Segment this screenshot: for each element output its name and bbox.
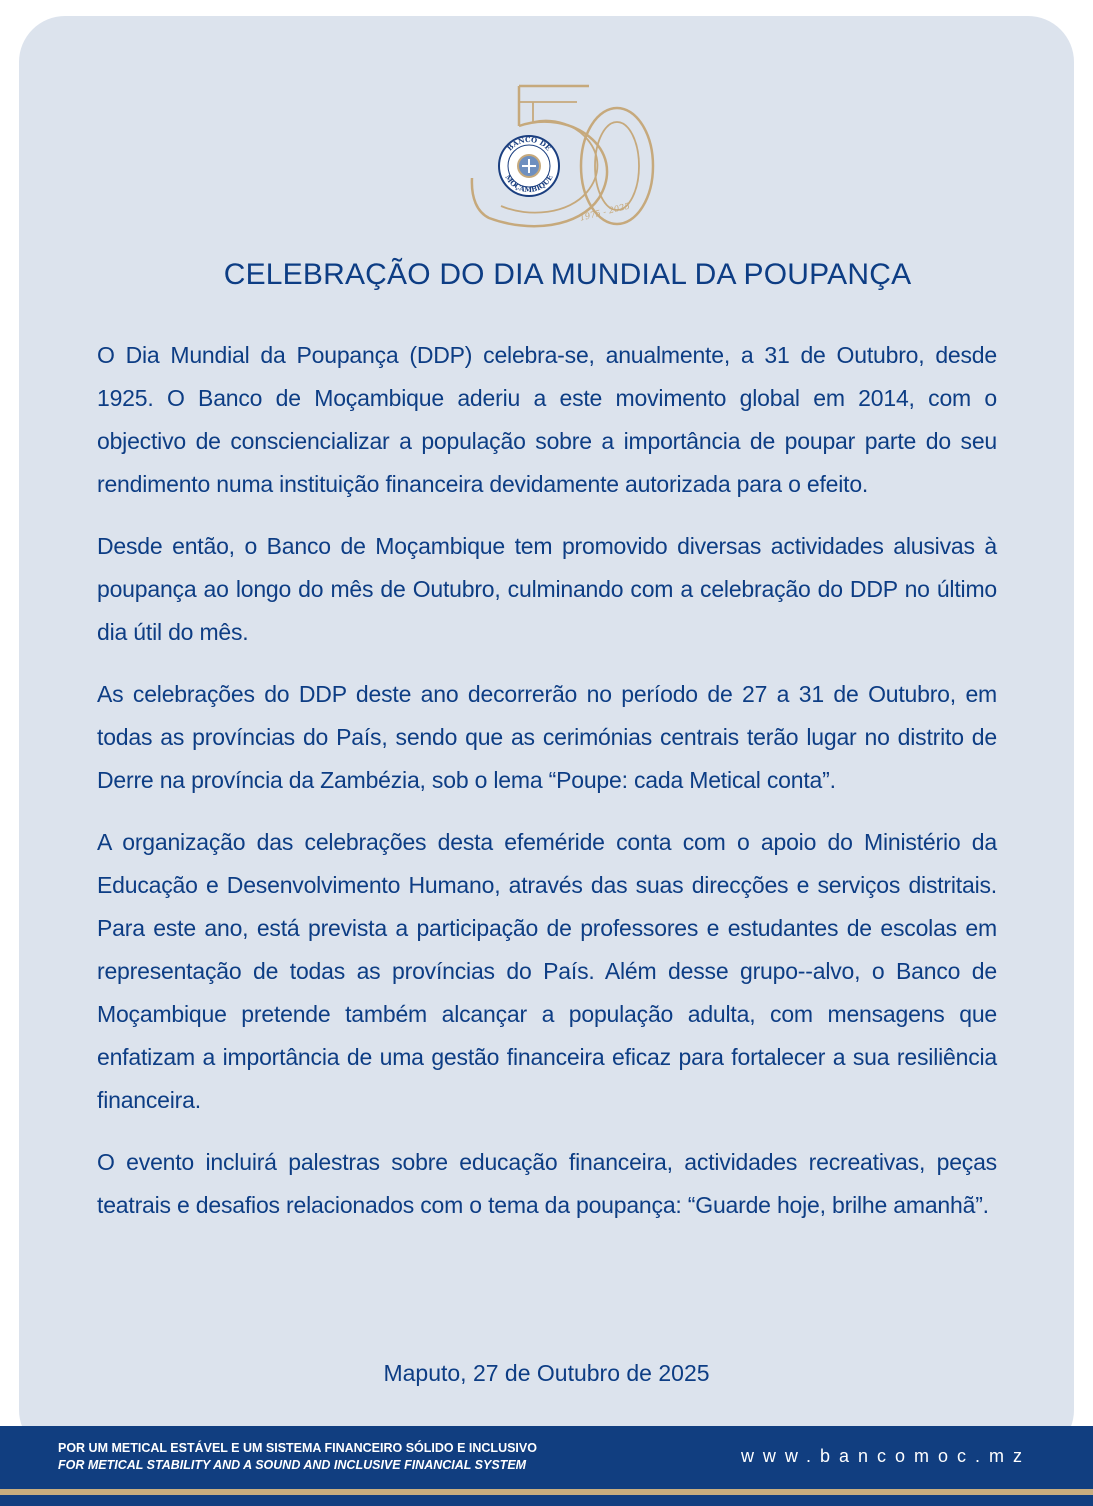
footer-motto (58, 1440, 537, 1474)
footer-gold-stripe (0, 1489, 1093, 1495)
paragraph-1: O Dia Mundial da Poupança (DDP) celebra-se, anualmente, a 31 de Outubro, desde 1925. O Banco de Moçambique aderiu a este movimento global em 2014, com o objectivo de consciencializar a população sobre a importância de poupar parte do seu rendimento numa instituição financeira devidamente autorizada para o efeito. (97, 342, 997, 497)
paragraph-4: A organização das celebrações desta efeméride conta com o apoio do Ministério da Educação e Desenvolvimento Humano, através das suas direcções e serviços distritais. Para este ano, está prevista a participação de professores e estudantes de escolas em representação de todas as províncias do País. Além desse grupo--alvo, o Banco de Moçambique pretende também alcançar a população adulta, com mensagens que enfatizam a importância de uma gestão financeira eficaz para fortalecer a sua resiliência financeira. (97, 829, 997, 1113)
logo-years-text: 1975 - 2025 (578, 201, 632, 224)
banco-de-mocambique-50-years-logo-icon (459, 78, 669, 238)
body-text (97, 334, 997, 1246)
signature-date: Maputo, 27 de Outubro de 2025 (383, 1360, 710, 1386)
motto-english: FOR METICAL STABILITY AND A SOUND AND INCLUSIVE FINANCIAL SYSTEM (58, 1458, 527, 1472)
seal-top-text: BANCO DE (505, 134, 554, 153)
paragraph-3: As celebrações do DDP deste ano decorrerão no período de 27 a 31 de Outubro, em todas as províncias do País, sendo que as cerimónias centrais terão lugar no distrito de Derre na província da Zambézia, sob o lema “Poupe: cada Metical conta”. (97, 681, 997, 793)
motto-portuguese: POR UM METICAL ESTÁVEL E UM SISTEMA FINANCEIRO SÓLIDO E INCLUSIVO (58, 1441, 537, 1455)
seal-bottom-text: MOÇAMBIQUE (503, 172, 555, 195)
paragraph-2: Desde então, o Banco de Moçambique tem promovido diversas actividades alusivas à poupança ao longo do mês de Outubro, culminando com a celebração do DDP no último dia útil do mês. (97, 533, 997, 645)
page-title: CELEBRAÇÃO DO DIA MUNDIAL DA POUPANÇA (223, 258, 912, 291)
website-link[interactable]: www.bancomoc.mz (740, 1446, 1031, 1466)
footer-bar (0, 1426, 1093, 1506)
paragraph-5: O evento incluirá palestras sobre educação financeira, actividades recreativas, peças teatrais e desafios relacionados com o tema da poupança: “Guarde hoje, brilhe amanhã”. (97, 1149, 997, 1218)
